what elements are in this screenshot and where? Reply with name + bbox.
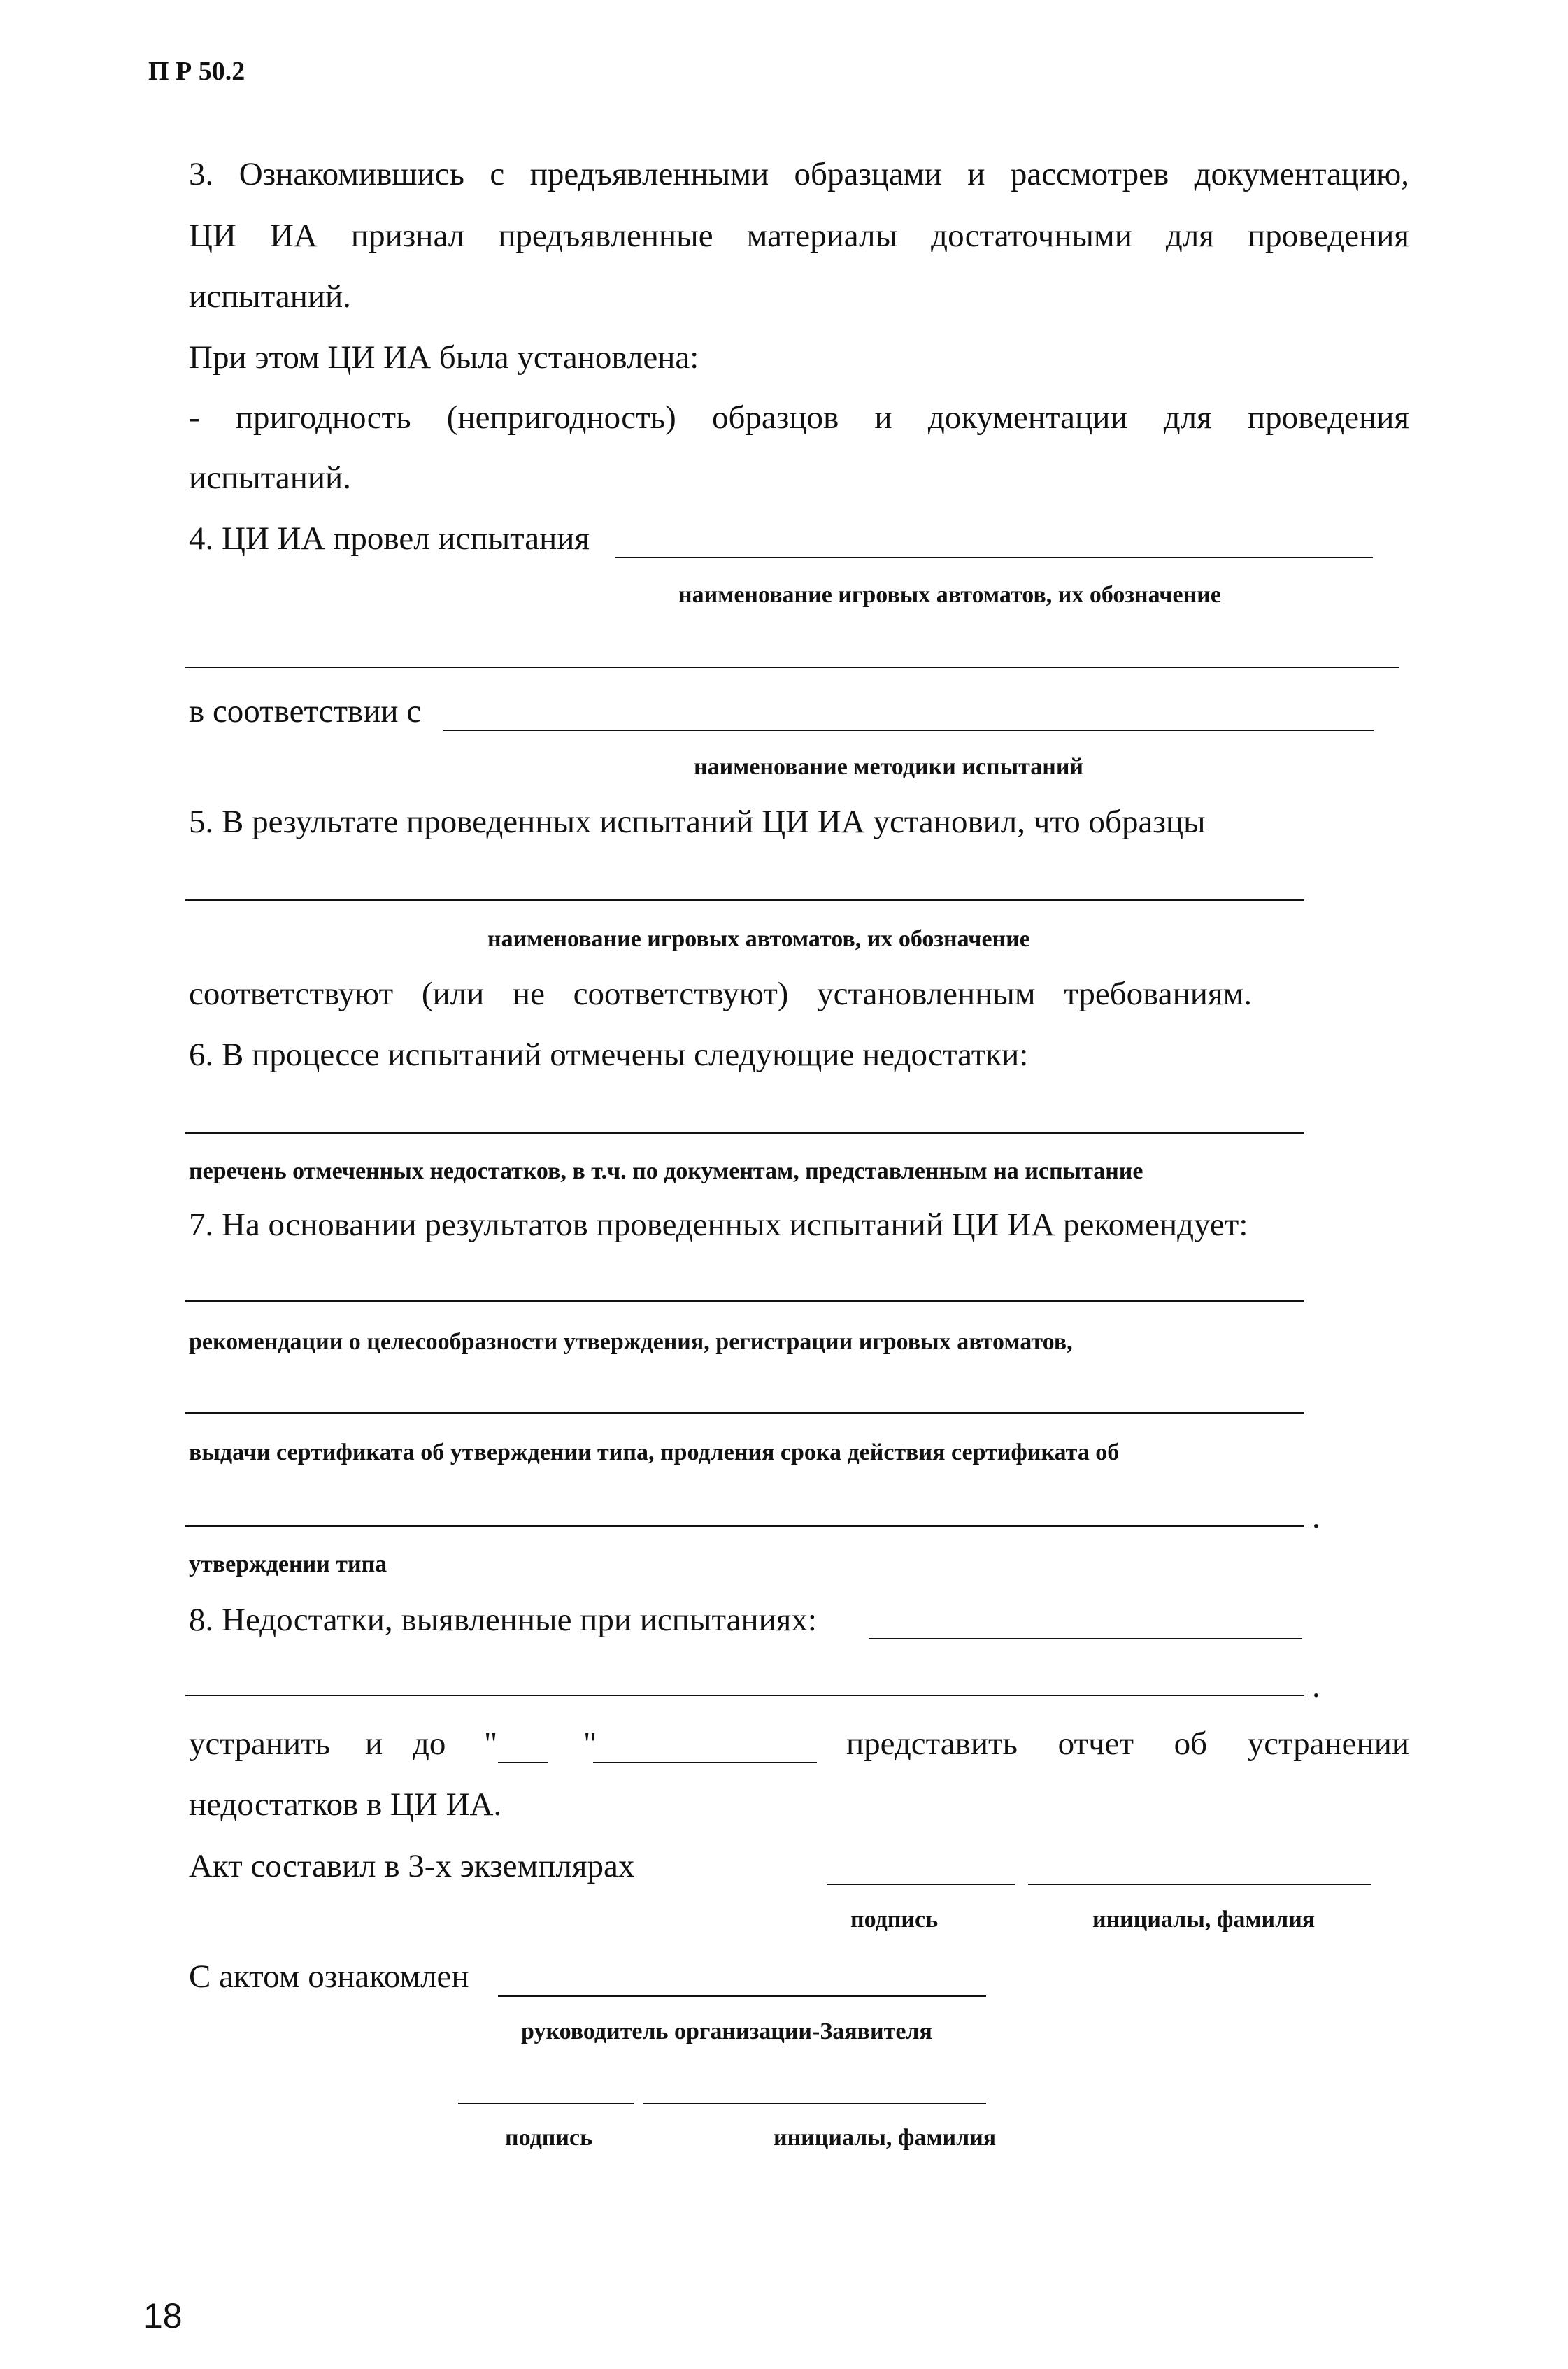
acquainted-line [498, 1995, 986, 1997]
item6-caption: перечень отмеченных недостатков, в т.ч. по документам, представленным на испытание [189, 1158, 1143, 1184]
item8-report-line-1: представить отчет об устранении [846, 1726, 1409, 1762]
act-sign-line [827, 1884, 1015, 1885]
item8-day-line [498, 1762, 548, 1763]
item4-caption-method: наименование методики испытаний [694, 754, 1083, 780]
item3-established: При этом ЦИ ИА была установлена: [189, 339, 699, 376]
act-name-caption: инициалы, фамилия [1092, 1907, 1316, 1933]
item4-fill-line [615, 557, 1373, 558]
item5-text: 5. В результате проведенных испытаний ЦИ ИА установил, что образцы [189, 804, 1206, 840]
head-sign-line [458, 2103, 634, 2104]
item8-fix-word-3: до [413, 1726, 446, 1762]
item3-line2: ЦИ ИА признал предъявленные материалы достаточными для проведения [189, 218, 1409, 254]
item8-month-line [593, 1762, 817, 1763]
document-code: П Р 50.2 [148, 57, 245, 86]
item8-quote-open: " [484, 1726, 498, 1762]
item8-end-dot: . [1312, 1668, 1320, 1705]
head-sign-caption: подпись [505, 2125, 593, 2151]
item6-text: 6. В процессе испытаний отмечены следующие недостатки: [189, 1037, 1029, 1073]
item7-end-dot: . [1312, 1499, 1320, 1535]
item8-report-line-2: недостатков в ЦИ ИА. [189, 1786, 502, 1823]
item5-conform: соответствуют (или не соответствуют) установленным требованиям. [189, 976, 1252, 1012]
head-name-line [643, 2103, 986, 2104]
item5-fill-line [185, 899, 1304, 901]
item4-method-line [443, 730, 1374, 731]
item3-bullet-line2: испытаний. [189, 460, 351, 496]
acquainted-text: С актом ознакомлен [189, 1958, 469, 1995]
item8-fill-line-2 [185, 1695, 1304, 1696]
item3-line3: испытаний. [189, 278, 351, 315]
item6-fill-line [185, 1132, 1304, 1134]
item7-fill-line-3 [185, 1525, 1304, 1527]
item7-fill-line-2 [185, 1412, 1304, 1414]
item4-text: 4. ЦИ ИА провел испытания [189, 520, 590, 557]
item7-fill-line-1 [185, 1300, 1304, 1302]
act-text: Акт составил в 3-х экземплярах [189, 1848, 635, 1884]
item4-according: в соответствии с [189, 693, 422, 730]
item4-fill-line-2 [185, 667, 1399, 668]
item3-bullet-line1: - пригодность (непригодность) образцов и документации для проведения [189, 399, 1409, 436]
item5-caption-machines: наименование игровых автоматов, их обозначение [487, 926, 1030, 952]
item7-caption-3: утверждении типа [189, 1551, 387, 1577]
act-name-line [1028, 1884, 1371, 1885]
act-sign-caption: подпись [850, 1907, 939, 1933]
item8-fill-line-1 [869, 1638, 1302, 1639]
item8-text: 8. Недостатки, выявленные при испытаниях: [189, 1602, 817, 1638]
item8-fix-word-2: и [365, 1726, 383, 1762]
item7-text: 7. На основании результатов проведенных испытаний ЦИ ИА рекомендует: [189, 1207, 1248, 1243]
item8-quote-close: " [583, 1726, 597, 1762]
page-number: 18 [143, 2296, 183, 2335]
item8-fix-word-1: устранить [189, 1726, 331, 1762]
head-name-caption: инициалы, фамилия [774, 2125, 997, 2151]
item7-caption-2: выдачи сертификата об утверждении типа, продления срока действия сертификата об [189, 1439, 1120, 1465]
item7-caption-1: рекомендации о целесообразности утверждения, регистрации игровых автоматов, [189, 1329, 1073, 1355]
item4-caption-machines: наименование игровых автоматов, их обозначение [678, 582, 1221, 608]
item3-line1: 3. Ознакомившись с предъявленными образцами и рассмотрев документацию, [189, 156, 1409, 192]
head-caption: руководитель организации-Заявителя [521, 2019, 932, 2044]
